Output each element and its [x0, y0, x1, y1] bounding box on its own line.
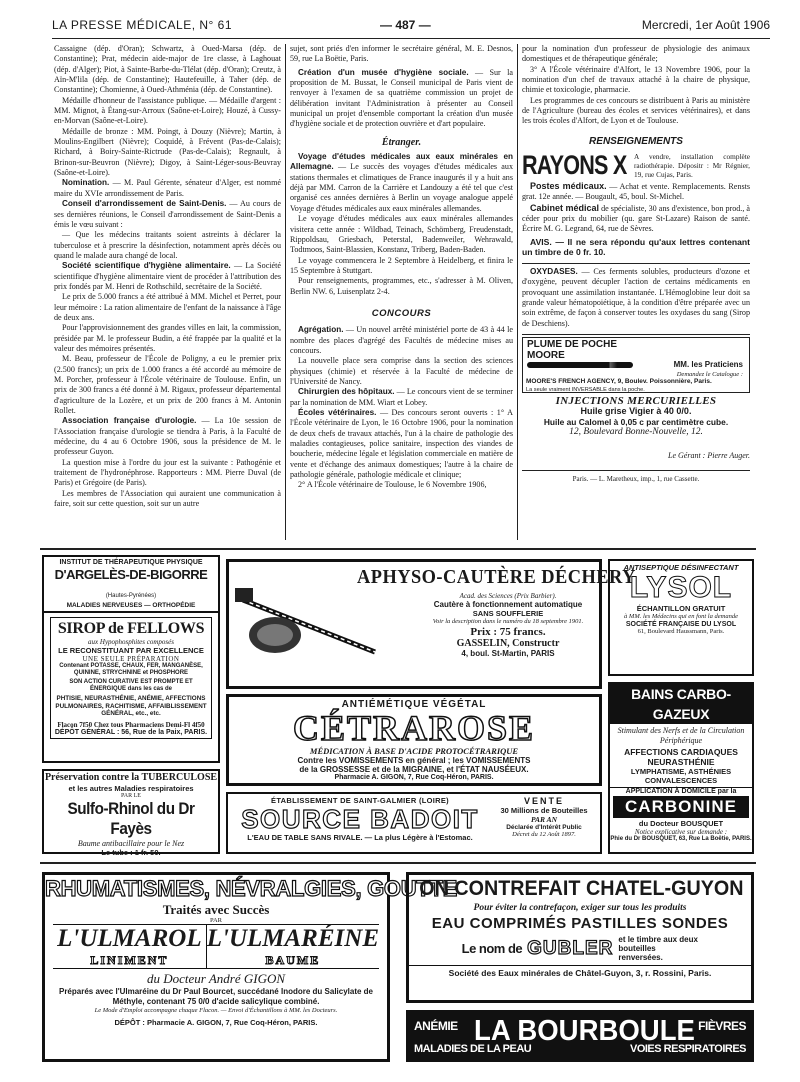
- news-heading: Chirurgien des hôpitaux.: [298, 387, 395, 397]
- lysol-line: ANTISEPTIQUE DÉSINFECTANT: [623, 563, 739, 572]
- bourboule-left: MALADIES DE LA PEAU: [414, 1043, 532, 1055]
- text-paragraph: pour la nomination d'un professeur de physiologie des animaux domestiques et de thérapeutique générale;: [522, 44, 750, 64]
- bains-line: APPLICATION À DOMICILE par la: [610, 787, 752, 795]
- chatel-society: Société des Eaux minérales de Châtel-Guyon, 3, r. Rossini, Paris.: [409, 965, 751, 978]
- text-paragraph: Médaille d'honneur de l'assistance publique. — Médaille d'argent : MM. Mignot, à Étang-sur-Arroux (Saône-et-Loire); Houzé, à Cussy-en-Morvan (Saône-et-Loire).: [54, 95, 281, 126]
- injections-address: 12, Boulevard Bonne-Nouvelle, 12.: [569, 426, 703, 437]
- bourboule-right: VOIES RESPIRATOIRES: [629, 1043, 746, 1055]
- fellows-line: UNE SEULE PRÉPARATION: [82, 655, 180, 663]
- plume-agency: MOORE'S FRENCH AGENCY, 9, Boulev. Poissonnière, Paris.: [526, 377, 712, 385]
- section-heading: RENSEIGNEMENTS: [589, 135, 683, 147]
- sulfo-line: PAR LE: [121, 793, 141, 799]
- text-paragraph: Cassaigne (dép. d'Oran); Schwartz, à Oued-Marsa (dép. de Constantine); Prat, médecin aide-major de 1re classe, à Laghouat (dép. d'Alger); Piot, à Sainte-Barbe-du-Tlélat (dép. d'Oran); Creutz, à Aïn-M'lila (dép. de Constantine); Hautefeuille, à Taher (dép. de Constantine); Chomienne, à Oued-Athménia (dép. de Constantine).: [54, 44, 281, 95]
- news-heading: Écoles vétérinaires.: [298, 408, 377, 417]
- carbonine-line: Notice explicative sur demande :: [634, 828, 728, 836]
- text-paragraph: M. Beau, professeur de l'École de Poligny, a eu le premier prix (2.500 francs); un prix de 1.000 francs a été accordé au mémoire de M. Porcher, professeur à l'École vétérinaire de Toulouse. Enfin, un prix de 300 francs a été donné à M. Rigaux, professeur départemental d'agriculture de la Lozère, et un prix de 200 francs à M. Antonin Rollet.: [54, 354, 281, 416]
- cetrarose-line: ANTIÉMÉTIQUE VÉGÉTAL: [341, 699, 487, 710]
- ad-argeles-fellows: [42, 555, 220, 763]
- sulfo-line: Préservation contre la TUBERCULOSE: [44, 772, 218, 783]
- lysol-line: ÉCHANTILLON GRATUIT: [636, 604, 726, 613]
- ulmarol-line: Le Mode d'Emploi accompagne chaque Flacon. — Envoi d'Échantillons à MM. les Docteurs.: [94, 1007, 338, 1014]
- news-heading: Conseil d'arrondissement de Saint-Denis.: [62, 199, 227, 209]
- journal-title: LA PRESSE MÉDICALE, N° 61: [52, 18, 233, 32]
- text-paragraph: Les programmes de ces concours se distribuent à Paris au ministère de l'Agriculture (bureau des écoles et services vétérinaires), et dans les trois écoles d'Alfort, de Lyon et de Toulouse.: [522, 95, 750, 126]
- carbonine-line: du Docteur BOUSQUET: [638, 819, 724, 828]
- argeles-region: (Hautes-Pyrénées): [105, 593, 157, 599]
- divider: [522, 334, 750, 335]
- lysol-line: 61, Boulevard Haussmann, Paris.: [637, 628, 725, 635]
- ad-lysol: [608, 559, 754, 676]
- news-heading: Société scientifique d'hygiène alimentaire.: [62, 261, 231, 271]
- badoit-sales: 30 Millions de Bouteilles: [500, 806, 588, 815]
- news-heading: OXYDASES.: [530, 266, 578, 276]
- carbonine-line: Phie du Dr BOUSQUET, 63, Rue La Boëtie, PARIS.: [610, 836, 752, 842]
- news-item: Postes médicaux. — Achat et vente. Remplacements. Rensts grat. 12e année. — Bougault, 45, boul. St-Michel.: [522, 181, 750, 202]
- rayons-x-ad: [522, 151, 750, 179]
- ad-sulfo-rhinol: [42, 769, 220, 857]
- news-item: Création d'un musée d'hygiène sociale. — Sur la proposition de M. Bussat, le Conseil municipal de Paris vient de renvoyer à l'examen de sa quatrième commission un projet de délibération invitant l'Administration à présenter au Conseil municipal un projet d'ensemble comportant la création d'un musée d'hygiène sociale et de protection ouvrière et d'art populaire.: [290, 67, 513, 129]
- news-item: Agrégation. — Un nouvel arrêté ministériel porte de 43 à 44 le nombre des places d'agrégé des Facultés de médecine mises au concours.: [290, 325, 513, 355]
- fellows-price: Flacon 7f50 Chez tous Pharmaciens Demi-Fl 4f50: [57, 720, 205, 729]
- text-paragraph: sujet, sont priés d'en informer le secrétaire général, M. E. Desnos, 59, rue La Boëtie, Paris.: [290, 44, 513, 64]
- badoit-sales: VENTE: [523, 796, 564, 806]
- divider: [522, 470, 750, 471]
- notice-avis: AVIS. — Il ne sera répondu qu'aux lettres contenant un timbre de 0 fr. 10.: [522, 236, 750, 258]
- news-heading: Postes médicaux.: [530, 181, 607, 192]
- column-2: [290, 44, 513, 542]
- text-paragraph: 3° A l'École vétérinaire d'Alfort, le 13 Novembre 1906, pour la nomination d'un chef de travaux attaché à la chaire de physique, chimie et toxicologie, pharmacie.: [522, 64, 750, 95]
- aphyso-maker: GASSELIN, Constructr: [456, 638, 560, 649]
- column-divider: [517, 44, 518, 540]
- news-item: Association française d'urologie. — La 10e session de l'Association française d'urologie se tiendra à Paris, à la Faculté de médecine, du 4 au 6 Octobre 1906, sous la présidence de M. le professeur Guyon.: [54, 416, 281, 457]
- badoit-line: L'EAU DE TABLE SANS RIVALE. — La plus Légère à l'Estomac.: [247, 833, 473, 842]
- bains-line: AFFECTIONS CARDIAQUES: [624, 747, 738, 757]
- injections-line: Huile grise Vigier à 40 0/0.: [580, 406, 692, 417]
- chatel-line: Pour éviter la contrefaçon, exiger sur tous les produits: [473, 903, 687, 913]
- chatel-products: EAU COMPRIMÉS PASTILLES SONDES: [431, 915, 729, 932]
- ad-source-badoit: [226, 792, 602, 854]
- ad-cetrarose: [226, 694, 602, 786]
- aphyso-line: Cautère à fonctionnement automatique: [433, 600, 583, 609]
- ulmareine-product-type: BAUME: [265, 953, 321, 967]
- fellows-line: Contenant POTASSE, CHAUX, FER, MANGANÈSE, QUININE, STRYCHNINE et PHOSPHORE: [59, 663, 203, 676]
- plume-note: La seule vraiment INVERSABLE dans la poche.: [526, 386, 645, 393]
- plume-brand: MOORE: [527, 349, 565, 361]
- cetrarose-title: CÉTRAROSE: [292, 708, 536, 748]
- rayons-x-text: A vendre, installation complète radiothérapie. Dépositr : Mr Régnier, 19, rue Cujas, Paris.: [634, 151, 750, 179]
- argeles-line: INSTITUT DE THÉRAPEUTIQUE PHYSIQUE: [59, 559, 203, 566]
- ulmarol-depot: DÉPÔT : Pharmacie A. GIGON, 7, Rue Coq-Héron, PARIS.: [114, 1018, 318, 1027]
- ulmarol-product-type: LINIMENT: [90, 953, 169, 967]
- badoit-line: ÉTABLISSEMENT DE SAINT-GALMIER (LOIRE): [271, 796, 449, 805]
- news-item: OXYDASES. — Ces ferments solubles, producteurs d'ozone et d'oxygène, peuvent décupler l'action de certains médicaments en provoquant une assimilation instantanée. L'Hémoglobine leur doit sa grande valeur hématopoiétique, à la condition d'être préparée avec un soin extrême, de façon à conserver toutes les oxydases du sang (Sirop de Deschiens).: [522, 266, 750, 328]
- bourboule-left: ANÉMIE: [414, 1019, 458, 1033]
- ulmarol-line: Traités avec Succès: [162, 902, 270, 917]
- fellows-line: SON ACTION CURATIVE EST PROMPTE ET ÉNERGIQUE dans les cas de: [69, 679, 193, 692]
- bains-line: Stimulant des Nerfs et de la Circulation Périphérique: [617, 726, 745, 745]
- text-paragraph: Le voyage d'études médicales aux eaux minérales allemandes visitera cette année : Wildbad, Teinach, Schömberg, Freudenstadt, Rippoldsau, Griesbach, Peterstal, Badenweiler, Wehrawald, Todtmoos, Saint-Blassien, Konstanz, Triberg, Baden-Baden.: [290, 214, 513, 255]
- bains-line: NEURASTHÉNIE: [647, 757, 715, 767]
- argeles-title: D'ARGELÈS-DE-BIGORRE: [54, 567, 208, 582]
- section-heading: CONCOURS: [371, 307, 432, 319]
- gerant-signature: Le Gérant : Pierre Auger.: [668, 451, 750, 461]
- text-paragraph: 2° A l'École vétérinaire de Toulouse, le 6 Novembre 1906,: [298, 480, 487, 490]
- text-paragraph: Pour renseignements, programmes, etc., s'adresser à M. Oliven, Berlin NW. 6, Luisenplatz 2-4.: [290, 276, 513, 296]
- ad-bains-carbonine: [608, 682, 754, 854]
- fellows-line: LE RECONSTITUANT PAR EXCELLENCE: [58, 646, 204, 655]
- lysol-line: SOCIÉTÉ FRANÇAISE DU LYSOL: [625, 621, 737, 628]
- aphyso-line: Voir la description dans le numéro du 18 septembre 1901.: [432, 618, 584, 625]
- issue-date: Mercredi, 1er Août 1906: [641, 18, 770, 32]
- news-item: Nomination. — M. Paul Gérente, sénateur d'Alger, est nommé maire du XVIe arrondissement de Paris.: [54, 178, 281, 198]
- pen-image: [527, 362, 633, 368]
- column-1: [54, 44, 281, 542]
- injections-title: INJECTIONS MERCURIELLES: [555, 394, 717, 407]
- ad-la-bourboule: [406, 1010, 754, 1062]
- badoit-sales: PAR AN: [530, 815, 558, 824]
- ulmarol-product: L'ULMAROL: [57, 925, 202, 952]
- ulmareine-product: L'ULMARÉINE: [206, 925, 379, 952]
- bains-title: BAINS CARBO-GAZEUX: [610, 684, 752, 724]
- section-heading: Étranger.: [381, 136, 422, 148]
- news-item: Chirurgien des hôpitaux. — Le concours vient de se terminer par la nomination de MM. Wiart et Lobey.: [290, 387, 513, 407]
- plume-title: PLUME DE POCHE: [527, 338, 618, 350]
- bourboule-title: LA BOURBOULE: [474, 1015, 695, 1047]
- news-item: Cabinet médical de spécialiste, 30 ans d'existence, bon prod., à céder pour prix du mobilier (qu. gare St-Lazare) Raison de santé. Écrire M. G. Legrand, 64, rue de Sèvres.: [522, 202, 750, 234]
- news-heading: Nomination.: [62, 178, 110, 188]
- ulmarol-line: Préparés avec l'Ulmaréine du Dr Paul Bourcet, succédané Inodore du Salicylate de Méthyle, contenant 75 0/0 d'acide salicylique combiné.: [58, 987, 374, 1006]
- lysol-title: LYSOL: [629, 571, 733, 604]
- ad-chatel-guyon: [406, 872, 754, 1003]
- page-number: — 487 —: [380, 18, 431, 32]
- printer-line: Paris. — L. Maretheux, imp., 1, rue Cassette.: [572, 474, 700, 483]
- header-rule: [52, 38, 770, 39]
- news-heading: Création d'un musée d'hygiène sociale.: [298, 67, 469, 77]
- cetrarose-line: de la GROSSESSE et de la MIGRAINE, et l'ÉTAT NAUSÉEUX.: [299, 765, 529, 774]
- plume-catalogue: Demandez le Catalogue :: [676, 370, 743, 378]
- divider: [522, 263, 750, 264]
- fellows-line: PHTISIE, NEURASTHÉNIE, ANÉMIE, AFFECTIONS PULMONAIRES, RACHITISME, AFFAIBLISSEMENT GÉNÉRAL, etc., etc.: [55, 695, 207, 717]
- lysol-line: à MM. les Médecins qui en font la demande: [624, 613, 738, 620]
- chatel-line: et le timbre aux deux bouteilles renversées.: [618, 935, 698, 962]
- ulmarol-headline: RHUMATISMES, NÉVRALGIES, GOUTTE: [45, 876, 457, 901]
- aphyso-line: Acad. des Sciences (Prix Barbier).: [459, 592, 557, 600]
- fellows-depot: DÉPÔT GÉNÉRAL : 56, Rue de la Paix, PARIS.: [54, 728, 208, 736]
- text-paragraph: La question mise à l'ordre du jour est la suivante : Pathogénie et traitement de l'hydronéphrose. Rapporteurs : MM. Pierre Duval (de Paris) et Grégoire (de Paris).: [54, 457, 281, 488]
- news-item: Société scientifique d'hygiène alimentaire. — La Société scientifique d'hygiène alimentaire vient de procéder à l'attribution des prix fondés par M. Henri de Rothschild, secrétaire de la Société.: [54, 261, 281, 291]
- rayons-x-title: RAYONS X: [522, 150, 627, 181]
- bains-line: LYMPHATISME, ASTHÉNIES CONVALESCENCES: [630, 767, 732, 785]
- ad-aphyso-cautere: [226, 559, 636, 689]
- text-paragraph: Pour l'approvisionnement des grandes villes en lait, la commission, présidée par M. le professeur Budin, a été frappée par la qualité et la valeur des mémoires présentés.: [54, 323, 281, 353]
- ulmarol-doctor: du Docteur André GIGON: [146, 971, 286, 986]
- injections-line: Huile au Calomel à 0,05 c par centimètre cube.: [543, 416, 729, 427]
- carbonine-title: CARBONINE: [613, 796, 749, 818]
- badoit-title: SOURCE BADOIT: [241, 804, 479, 834]
- cetrarose-line: Contre les VOMISSEMENTS en général ; les VOMISSEMENTS: [297, 756, 531, 765]
- chatel-headline: ON CONTREFAIT CHATEL-GUYON: [419, 877, 744, 900]
- text-paragraph: Le prix de 5.000 francs a été attribué à MM. Michel et Perret, pour leur mémoire : La ration alimentaire de l'enfant de la naissance à l'âge de deux ans.: [54, 292, 281, 322]
- gubler-brand: GUBLER: [527, 937, 614, 959]
- column-3: [522, 44, 750, 542]
- sulfo-price: Le tube : 1 fr. 50.: [101, 848, 161, 857]
- badoit-decree: Déclarée d'Intérêt Public: [506, 824, 582, 831]
- text-paragraph: — Que les médecins traitants soient astreints à déclarer la tuberculose et à prescrire la désinfection, notamment après décès ou quand le malade aura changé de local.: [54, 230, 281, 260]
- plume-moore-ad: [522, 337, 750, 393]
- aphyso-price: Prix : 75 francs.: [470, 626, 546, 638]
- ads-mid-rule: [40, 862, 756, 864]
- text-paragraph: Les membres de l'Association qui auraient une communication à faire, soit sur cette question, soit sur un autre: [54, 488, 281, 509]
- news-heading: Association française d'urologie.: [62, 416, 197, 426]
- argeles-line: MALADIES NERVEUSES — ORTHOPÉDIE: [66, 602, 196, 609]
- chatel-line: Le nom de: [461, 941, 523, 956]
- text-paragraph: La nouvelle place sera comprise dans la section des sciences physiques (chimie) et réservée à la Faculté de médecine de l'Université de Nancy.: [290, 356, 513, 386]
- column-divider: [285, 44, 286, 540]
- aphyso-line: SANS SOUFFLERIE: [472, 609, 544, 618]
- sulfo-line: Baume antibacillaire pour le Nez: [77, 839, 185, 848]
- news-item: Conseil d'arrondissement de Saint-Denis. — Au cours de ses dernières réunions, le Conseil d'arrondissement de Saint-Denis a émis le vœu suivant :: [54, 199, 281, 229]
- sulfo-title: Sulfo-Rhinol du Dr Fayès: [67, 799, 195, 838]
- news-heading: Voyage d'études médicales aux eaux minérales en Allemagne.: [290, 152, 513, 172]
- fellows-line: aux Hypophosphites composés: [88, 638, 174, 646]
- news-item: Écoles vétérinaires. — Des concours seront ouverts : 1° A l'École vétérinaire de Lyon, le 16 Octobre 1906, pour la nomination de deux chefs de travaux attachés, l'un à la chaire de pathologie des maladies contagieuses, police sanitaire, inspection des viandes de boucherie, médecine légale et législation commerciale en matière de vente et d'échange des animaux domestiques; l'autre à la chaire de pathologie générale, pathologie médicale et clinique;: [290, 408, 514, 480]
- news-heading: Cabinet médical: [530, 202, 600, 213]
- ads-top-rule: [40, 548, 756, 550]
- text-paragraph: Le voyage commencera le 2 Septembre à Heidelberg, et finira le 15 Septembre à Stuttgart.: [290, 255, 513, 275]
- ulmarol-line: PAR: [209, 917, 223, 924]
- plume-recipients: MM. les Praticiens: [673, 359, 743, 369]
- fellows-title: SIROP de FELLOWS: [57, 620, 205, 637]
- aphyso-title: APHYSO-CAUTÈRE DÉCHERY: [357, 566, 636, 588]
- news-heading: Agrégation.: [298, 325, 344, 335]
- aphyso-address: 4, boul. St-Martin, PARIS: [461, 649, 555, 658]
- badoit-decree: Décret du 12 Août 1897.: [512, 831, 576, 838]
- text-paragraph: Médaille de bronze : MM. Poingt, à Douzy (Nièvre); Martin, à Moulins-Engilbert (Nièvre); Coquidé, à Frévent (Pas-de-Calais); Richard, à Boiry-Sainte-Rictrude (Pas-de-Calais); Regnault, à Brinon-sur-Beuvron (Nièvre); Digoy, à Saint-Léger-sous-Beuvray (Saône-et-Loire).: [54, 126, 281, 178]
- cetrarose-line: Pharmacie A. GIGON, 7, Rue Coq-Héron, PARIS.: [334, 774, 494, 781]
- cautery-instrument-icon: [235, 580, 385, 668]
- cetrarose-line: MÉDICATION À BASE D'ACIDE PROTOCÉTRARIQUE: [309, 746, 519, 756]
- bourboule-right: FIÈVRES: [698, 1019, 746, 1033]
- running-header: [52, 18, 770, 34]
- news-item: Voyage d'études médicales aux eaux minérales en Allemagne. — Le succès des voyages d'études médicales aux stations thermales et climatiques de France inaugurés il y a huit ans déjà par MM. Carron de la Carrière et Landouzy a été tel que c'est organisé ces années dernières à Berlin un voyage analogue appelé Voyage d'études médicales aux eaux minérales allemandes.: [290, 152, 513, 213]
- sulfo-line: et les autres Maladies respiratoires: [68, 784, 194, 793]
